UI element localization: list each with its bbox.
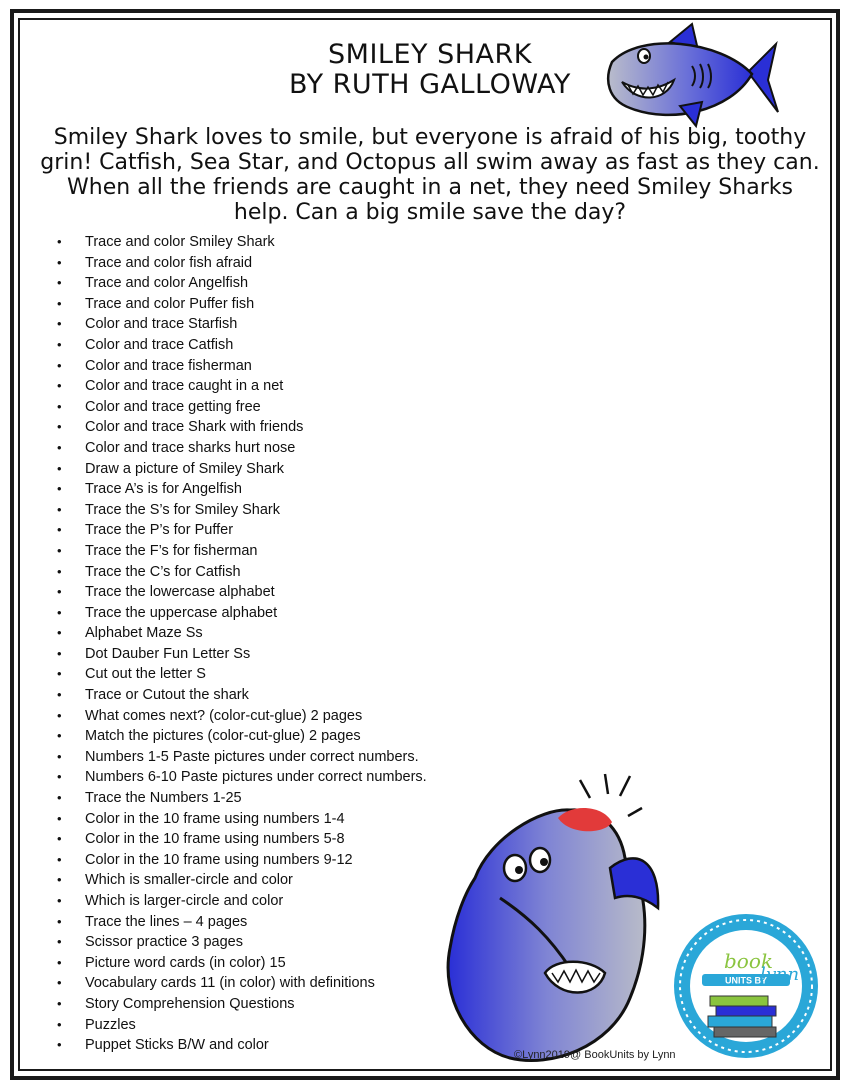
list-item: • Color in the 10 frame using numbers 5-8 (48, 829, 427, 850)
list-item: • Trace A’s is for Angelfish (48, 479, 427, 500)
bullet-icon: • (57, 831, 62, 847)
bullet-icon: • (57, 481, 62, 497)
bullet-icon: • (57, 954, 62, 970)
list-item: • Color and trace caught in a net (48, 376, 427, 397)
list-item: • Color in the 10 frame using numbers 9-12 (48, 850, 427, 871)
bullet-icon: • (57, 234, 62, 249)
bullet-icon: • (57, 501, 62, 517)
list-item: • Trace or Cutout the shark (48, 685, 427, 706)
bullet-icon: • (57, 584, 62, 600)
list-item: • Trace the S’s for Smiley Shark (48, 500, 427, 521)
list-item: • Vocabulary cards 11 (in color) with definitions (48, 973, 427, 994)
copyright-text: ©Lynn2019@ BookUnits by Lynn (514, 1049, 676, 1061)
list-item: • Draw a picture of Smiley Shark (48, 459, 427, 480)
list-item: • Numbers 1-5 Paste pictures under correct numbers. (48, 747, 427, 768)
list-item: • Numbers 6-10 Paste pictures under correct numbers. (48, 767, 427, 788)
list-item: • Puppet Sticks B/W and color (48, 1035, 427, 1056)
bullet-icon: • (57, 995, 62, 1011)
bullet-icon: • (57, 378, 62, 394)
list-item: • Scissor practice 3 pages (48, 932, 427, 953)
list-item: • Trace the uppercase alphabet (48, 603, 427, 624)
list-item: • Puzzles (48, 1015, 427, 1036)
list-item: • Trace and color fish afraid (48, 253, 427, 274)
bullet-icon: • (57, 295, 62, 311)
list-item: • What comes next? (color-cut-glue) 2 pages (48, 706, 427, 727)
bullet-icon: • (57, 975, 62, 991)
list-item: • Color and trace Catfish (48, 335, 427, 356)
bullet-icon: • (57, 893, 62, 908)
title-line-1: SMILEY SHARK (328, 39, 532, 70)
list-item: • Trace the lowercase alphabet (48, 582, 427, 603)
bullet-icon: • (57, 275, 62, 291)
list-item: • Color and trace getting free (48, 397, 427, 418)
bullet-icon: • (57, 419, 62, 435)
list-item: • Story Comprehension Questions (48, 994, 427, 1015)
bullet-icon: • (57, 687, 62, 703)
bullet-icon: • (57, 728, 62, 744)
title-line-2: BY RUTH GALLOWAY (289, 69, 571, 100)
activity-list (48, 232, 427, 1056)
logo-text-units: UNITS BY (724, 975, 768, 986)
logo-text-lynn: lynn (760, 964, 800, 985)
list-item: • Trace and color Smiley Shark (48, 232, 427, 253)
bullet-icon: • (57, 748, 62, 764)
bullet-icon: • (57, 1016, 62, 1032)
bullet-icon: • (57, 810, 62, 826)
bullet-icon: • (57, 254, 62, 270)
bullet-icon: • (57, 439, 62, 455)
bullet-icon: • (57, 542, 62, 558)
bullet-icon: • (57, 769, 62, 785)
list-item: • Cut out the letter S (48, 664, 427, 685)
bullet-icon: • (57, 460, 62, 476)
bullet-icon: • (57, 316, 62, 332)
list-item: • Trace and color Puffer fish (48, 294, 427, 315)
list-item: • Alphabet Maze Ss (48, 623, 427, 644)
list-item: • Trace and color Angelfish (48, 273, 427, 294)
bullet-icon: • (57, 790, 62, 806)
bullet-icon: • (57, 563, 62, 579)
bullet-icon: • (57, 1037, 62, 1053)
list-item: • Match the pictures (color-cut-glue) 2 pages (48, 726, 427, 747)
bullet-icon: • (57, 336, 62, 352)
list-item: • Color and trace sharks hurt nose (48, 438, 427, 459)
list-item: • Which is smaller-circle and color (48, 870, 427, 891)
list-item: • Dot Dauber Fun Letter Ss (48, 644, 427, 665)
list-item: • Trace the P’s for Puffer (48, 520, 427, 541)
bullet-icon: • (57, 913, 62, 929)
bullet-icon: • (57, 707, 62, 723)
list-item: • Picture word cards (in color) 15 (48, 953, 427, 974)
bullet-icon: • (57, 357, 62, 373)
book-summary: Smiley Shark loves to smile, but everyone is afraid of his big, toothy grin! Catfish, Sea Star, and Octopus all swim away as fast as they can. When all the friends are caught in a net, they need Smiley Sharks help. Can a big smile save the day? (40, 125, 820, 225)
list-item: • Color and trace fisherman (48, 356, 427, 377)
bullet-icon: • (57, 625, 62, 641)
bullet-icon: • (57, 522, 62, 538)
bullet-icon: • (57, 872, 62, 888)
hurt-shark-illustration-icon (430, 768, 680, 1073)
list-item: • Color and trace Starfish (48, 314, 427, 335)
list-item: • Trace the lines – 4 pages (48, 912, 427, 933)
list-item: • Trace the Numbers 1-25 (48, 788, 427, 809)
logo-text-book: book (724, 949, 774, 973)
list-item: • Trace the C’s for Catfish (48, 562, 427, 583)
bullet-icon: • (57, 398, 62, 414)
page-title (200, 40, 660, 100)
shark-illustration-icon (600, 22, 780, 132)
list-item: • Color in the 10 frame using numbers 1-4 (48, 809, 427, 830)
list-item: • Which is larger-circle and color (48, 891, 427, 912)
bullet-icon: • (57, 851, 62, 867)
bullet-icon: • (57, 645, 62, 661)
book-units-logo-icon (672, 912, 820, 1060)
bullet-icon: • (57, 666, 62, 682)
list-item: • Trace the F’s for fisherman (48, 541, 427, 562)
bullet-icon: • (57, 604, 62, 620)
bullet-icon: • (57, 934, 62, 950)
list-item: • Color and trace Shark with friends (48, 417, 427, 438)
